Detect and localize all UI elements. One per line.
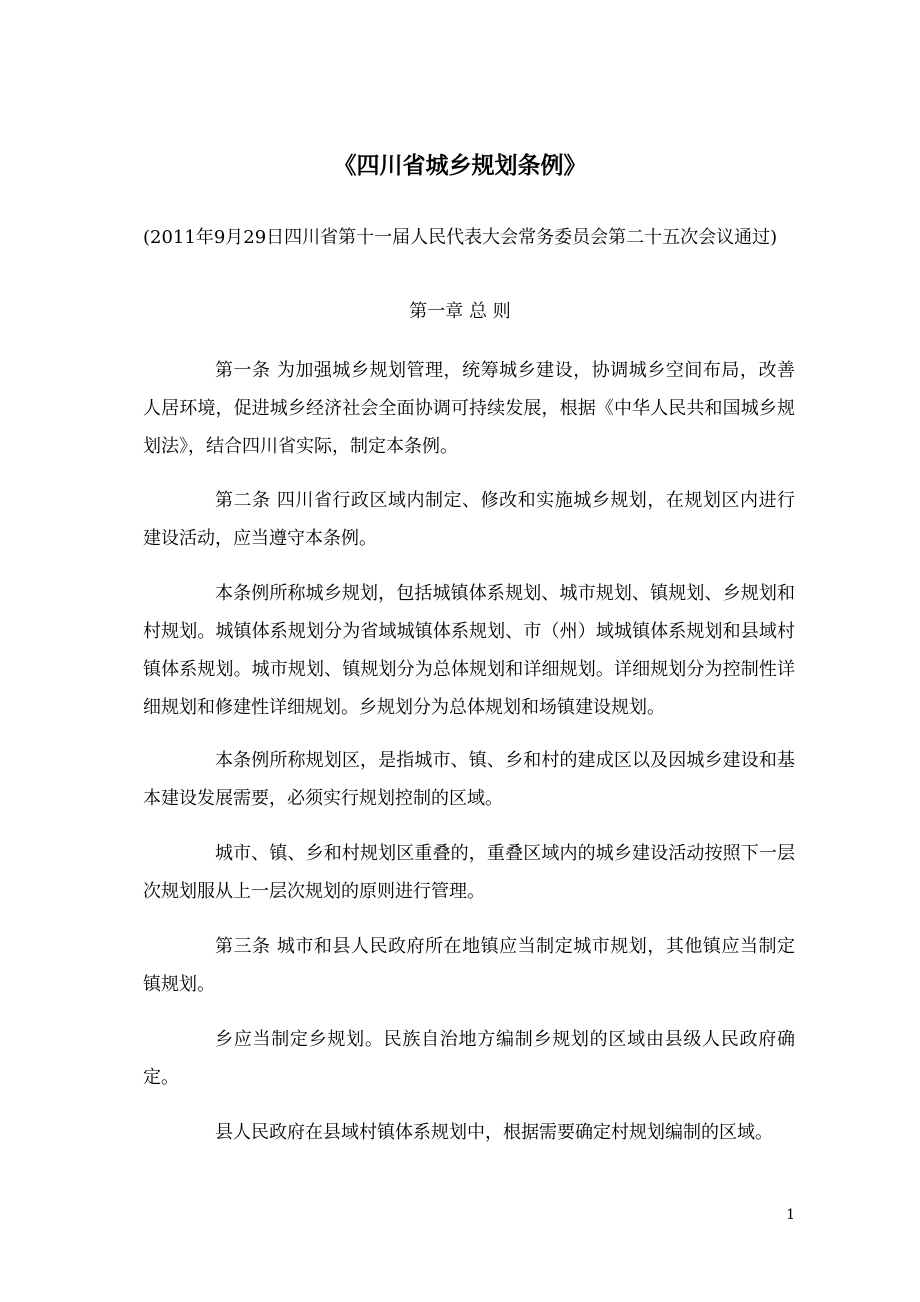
paragraph-article-1: 第一条 为加强城乡规划管理，统筹城乡建设，协调城乡空间布局，改善人居环境，促进城乡经济社会全面协调可持续发展，根据《中华人民共和国城乡规划法》，结合四川省实际，制定本条例。 <box>143 360 795 457</box>
paragraph: 县人民政府在县域村镇体系规划中，根据需要确定村规划编制的区域。 <box>215 1122 773 1143</box>
paragraph: 本条例所称城乡规划，包括城镇体系规划、城市规划、镇规划、乡规划和村规划。城镇体系规划分为省域城镇体系规划、市（州）域城镇体系规划和县域村镇体系规划。城市规划、镇规划分为总体规划和详细规划。详细规划分为控制性详细规划和修建性详细规划。乡规划分为总体规划和场镇建设规划。 <box>143 583 795 718</box>
paragraph-article-3: 第三条 城市和县人民政府所在地镇应当制定城市规划，其他镇应当制定镇规划。 <box>143 936 795 995</box>
page-number: 1 <box>786 1207 795 1223</box>
chapter-heading: 第一章 总 则 <box>409 301 511 322</box>
document-title: 《四川省城乡规划条例》 <box>333 153 587 179</box>
paragraph-article-2: 第二条 四川省行政区域内制定、修改和实施城乡规划，在规划区内进行建设活动，应当遵守本条例。 <box>143 490 795 549</box>
paragraph: 本条例所称规划区，是指城市、镇、乡和村的建成区以及因城乡建设和基本建设发展需要，必须实行规划控制的区域。 <box>143 750 795 809</box>
paragraph: 城市、镇、乡和村规划区重叠的，重叠区域内的城乡建设活动按照下一层次规划服从上一层次规划的原则进行管理。 <box>143 843 795 902</box>
paragraph: 乡应当制定乡规划。民族自治地方编制乡规划的区域由县级人民政府确定。 <box>143 1029 795 1088</box>
adoption-note: (2011年9月29日四川省第十一届人民代表大会常务委员会第二十五次会议通过) <box>143 227 778 248</box>
